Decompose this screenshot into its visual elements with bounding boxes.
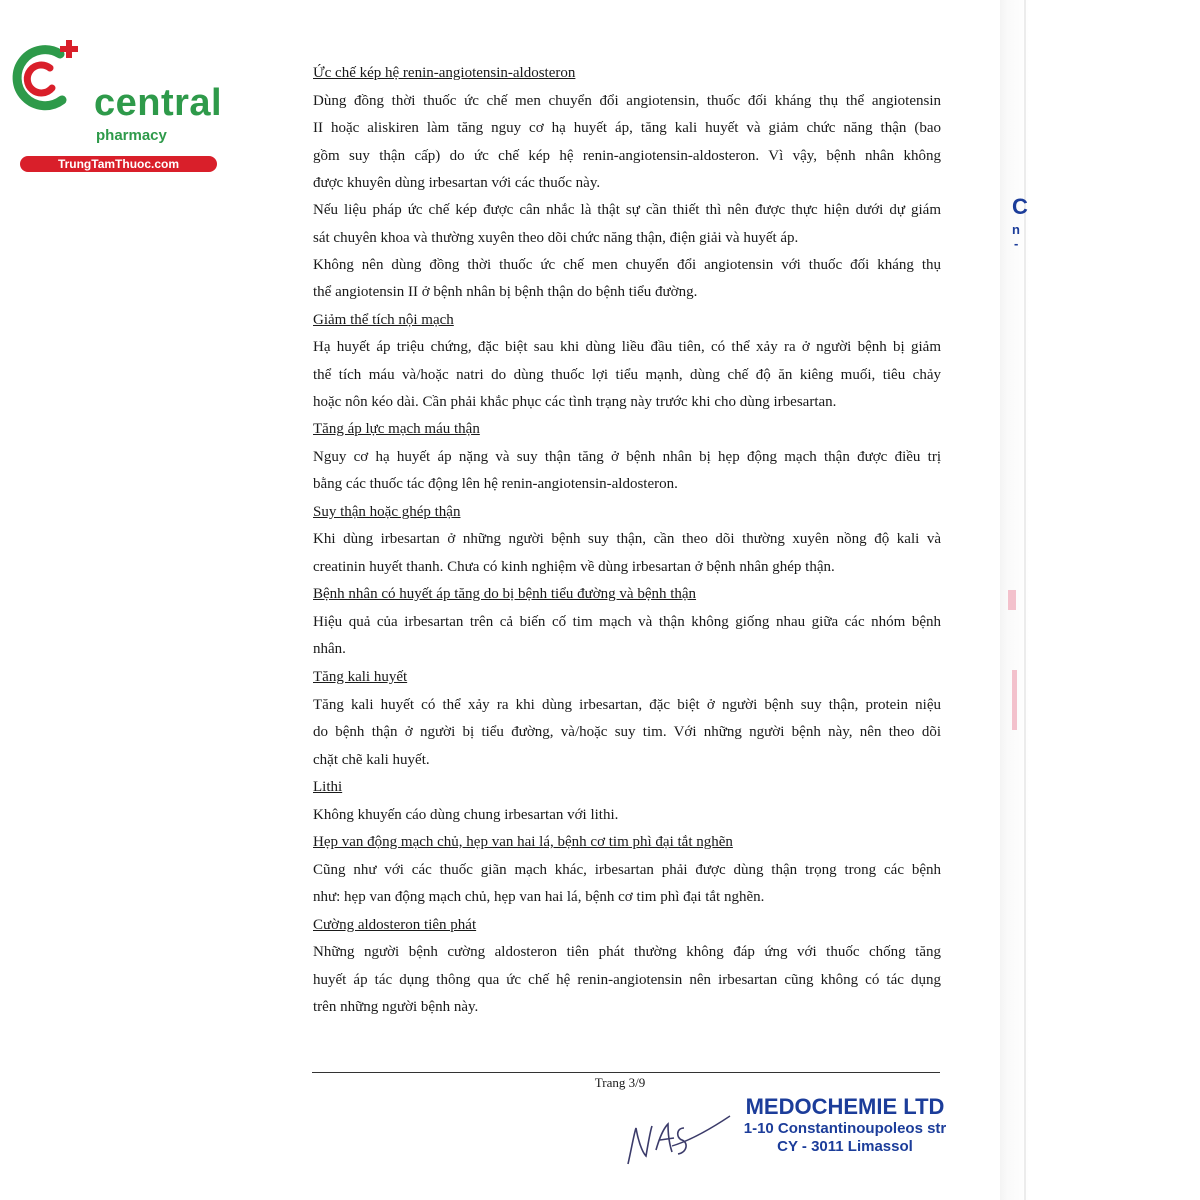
signature — [622, 1106, 734, 1168]
paragraph-line: hoặc nôn kéo dài. Cần phải khắc phục các tình trạng này trước khi cho dùng irbesartan. — [313, 394, 837, 410]
logo-name: central — [94, 82, 223, 124]
paragraph-line: Cũng như với các thuốc giãn mạch khác, irbesartan phải được dùng thận trọng trong các bệnh — [313, 862, 941, 878]
paragraph-line: bằng các thuốc tác động lên hệ renin-angiotensin-aldosteron. — [313, 476, 678, 492]
paragraph-line: như: hẹp van động mạch chủ, hẹp van hai lá, bệnh cơ tim phì đại tắt nghẽn. — [313, 889, 765, 905]
paragraph-line: gồm suy thận cấp) do ức chế kép hệ renin-angiotensin-aldosteron. Vì vậy, bệnh nhân không — [313, 148, 941, 164]
section-heading: Tăng kali huyết — [313, 669, 408, 685]
paragraph-line: II hoặc aliskiren làm tăng nguy cơ hạ huyết áp, tăng kali huyết và giảm chức năng thận (bao — [313, 120, 941, 136]
edge-pink-mark — [1012, 670, 1017, 730]
paragraph-line: huyết áp tác dụng thông qua ức chế hệ renin-angiotensin nên irbesartan cũng không có tác dụng — [313, 972, 941, 988]
paragraph-line: Hạ huyết áp triệu chứng, đặc biệt sau khi dùng liều đầu tiên, có thể xảy ra ở người bệnh bị giảm — [313, 339, 941, 355]
paragraph-line: được khuyên dùng irbesartan với các thuốc này. — [313, 175, 601, 191]
section-heading: Tăng áp lực mạch máu thận — [313, 421, 480, 437]
page-shadow — [1000, 0, 1200, 1200]
page-number: Trang 3/9 — [594, 1075, 646, 1090]
paragraph-line: sát chuyên khoa và thường xuyên theo dõi chức năng thận, điện giải và huyết áp. — [313, 230, 799, 246]
edge-mark-c: - — [1014, 236, 1019, 251]
central-pharmacy-logo[interactable] — [8, 38, 223, 171]
edge-mark-b: n — [1012, 222, 1020, 237]
paragraph-line: Dùng đồng thời thuốc ức chế men chuyển đổi angiotensin, thuốc đối kháng thụ thể angiotensin — [313, 93, 941, 109]
paragraph-line: nhân. — [313, 641, 346, 657]
paragraph-line: Hiệu quả của irbesartan trên cả biến cố tim mạch và thận không giống nhau giữa các nhóm bệnh — [313, 614, 941, 630]
section-heading: Ức chế kép hệ renin-angiotensin-aldosteron — [313, 65, 576, 81]
paragraph-line: Nếu liệu pháp ức chế kép được cân nhắc là thật sự cần thiết thì nên được thực hiện dưới dự giám — [313, 202, 941, 218]
section-heading: Suy thận hoặc ghép thận — [313, 504, 461, 520]
section-heading: Cường aldosteron tiên phát — [313, 917, 477, 933]
paragraph-line: Những người bệnh cường aldosteron tiên phát thường không đáp ứng với thuốc chống tăng — [313, 944, 941, 960]
paragraph-line: thể tích máu và/hoặc natri do dùng thuốc lợi tiểu mạnh, dùng chế độ ăn kiêng muối, tiêu chảy — [313, 367, 941, 383]
paragraph-line: Không khuyến cáo dùng chung irbesartan với lithi. — [313, 807, 619, 823]
paragraph-line: creatinin huyết thanh. Chưa có kinh nghiệm về dùng irbesartan ở bệnh nhân ghép thận. — [313, 559, 835, 575]
logo-subtitle: pharmacy — [96, 127, 167, 144]
paragraph-line: Khi dùng irbesartan ở những người bệnh suy thận, cần theo dõi thường xuyên nồng độ kali và — [313, 531, 941, 547]
paragraph-line: do bệnh thận ở người bị tiểu đường, và/hoặc suy tim. Với những người bệnh này, nên theo dõi — [313, 724, 941, 740]
section-heading: Bệnh nhân có huyết áp tăng do bị bệnh tiểu đường và bệnh thận — [313, 586, 697, 602]
stamp-company-name: MEDOCHEMIE LTD — [745, 1094, 945, 1119]
logo-c-icon — [8, 38, 92, 118]
section-heading: Hẹp van động mạch chủ, hẹp van hai lá, bệnh cơ tim phì đại tắt nghẽn — [313, 834, 733, 850]
page-edge — [1024, 0, 1026, 1200]
logo-url[interactable]: TrungTamThuoc.com — [20, 156, 217, 172]
paragraph-line: chặt chẽ kali huyết. — [313, 752, 430, 768]
footer-rule — [312, 1072, 940, 1073]
section-heading: Giảm thể tích nội mạch — [313, 312, 454, 328]
stamp-city: CY - 3011 Limassol — [777, 1138, 913, 1155]
paragraph-line: trên những người bệnh này. — [313, 999, 479, 1015]
paragraph-line: Nguy cơ hạ huyết áp nặng và suy thận tăng ở bệnh nhân bị hẹp động mạch thận được điều trị — [313, 449, 941, 465]
paragraph-line: thể angiotensin II ở bệnh nhân bị bệnh thận do bệnh tiểu đường. — [313, 284, 698, 300]
paragraph-line: Tăng kali huyết có thể xảy ra khi dùng irbesartan, đặc biệt ở người bệnh suy thận, protein niệu — [313, 697, 941, 713]
stamp-address: 1-10 Constantinoupoleos str — [743, 1120, 947, 1137]
company-stamp — [740, 1094, 950, 1156]
section-heading: Lithi — [313, 779, 343, 795]
edge-pink-mark — [1008, 590, 1016, 610]
edge-mark-a: C — [1012, 194, 1028, 219]
paragraph-line: Không nên dùng đồng thời thuốc ức chế men chuyển đổi angiotensin với thuốc đối kháng thụ — [313, 257, 941, 273]
